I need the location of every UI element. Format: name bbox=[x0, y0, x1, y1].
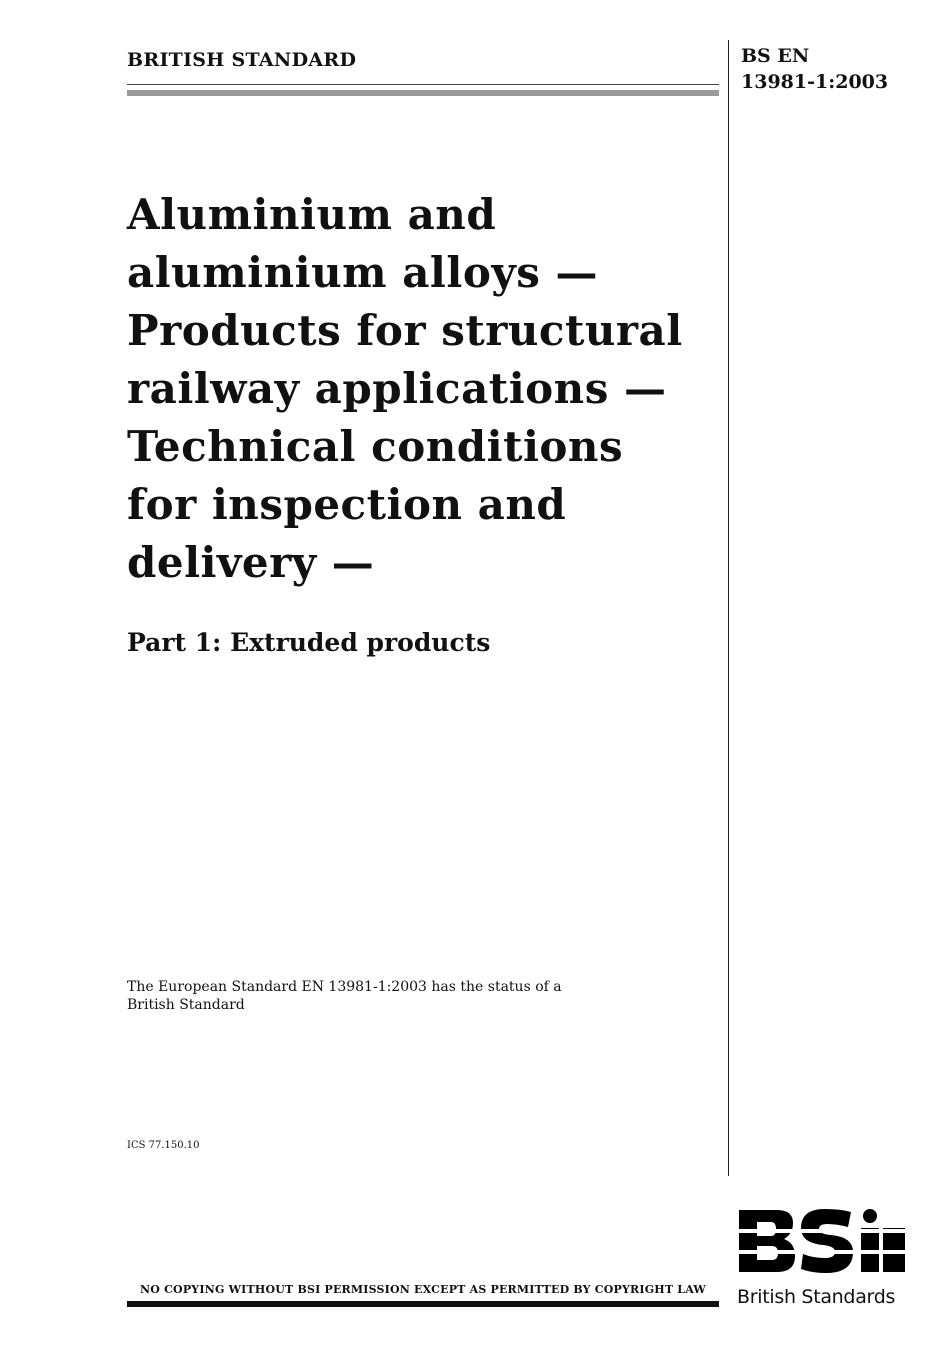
vertical-divider bbox=[728, 40, 729, 1176]
bsi-logo-caption: British Standards bbox=[737, 1286, 896, 1308]
title-line: aluminium alloys — bbox=[127, 248, 598, 297]
bsi-logo bbox=[737, 1208, 907, 1308]
header-rule-thick bbox=[127, 90, 719, 96]
status-note bbox=[127, 978, 607, 1014]
status-note-line-1: The European Standard EN 13981-1:2003 has the status of a bbox=[127, 979, 562, 995]
ics-code: ICS 77.150.10 bbox=[127, 1140, 200, 1151]
title-line: Technical conditions bbox=[127, 422, 624, 471]
document-subtitle: Part 1: Extruded products bbox=[127, 628, 491, 657]
status-note-line-2: British Standard bbox=[127, 997, 245, 1013]
bottom-rule bbox=[127, 1301, 719, 1307]
title-line: Aluminium and bbox=[127, 190, 497, 239]
title-line: Products for structural bbox=[127, 306, 683, 355]
title-line: for inspection and bbox=[127, 480, 567, 529]
bsi-logo-icon bbox=[737, 1208, 905, 1274]
standard-number-line-2: 13981-1:2003 bbox=[741, 71, 889, 93]
header-rule-thin bbox=[127, 84, 719, 85]
standard-number-line-1: BS EN bbox=[741, 45, 810, 67]
header-label: BRITISH STANDARD bbox=[127, 49, 357, 71]
title-line: delivery — bbox=[127, 538, 375, 587]
copyright-notice: NO COPYING WITHOUT BSI PERMISSION EXCEPT AS PERMITTED BY COPYRIGHT LAW bbox=[140, 1283, 706, 1296]
document-title bbox=[127, 186, 722, 592]
standard-number bbox=[741, 43, 888, 95]
title-line: railway applications — bbox=[127, 364, 667, 413]
